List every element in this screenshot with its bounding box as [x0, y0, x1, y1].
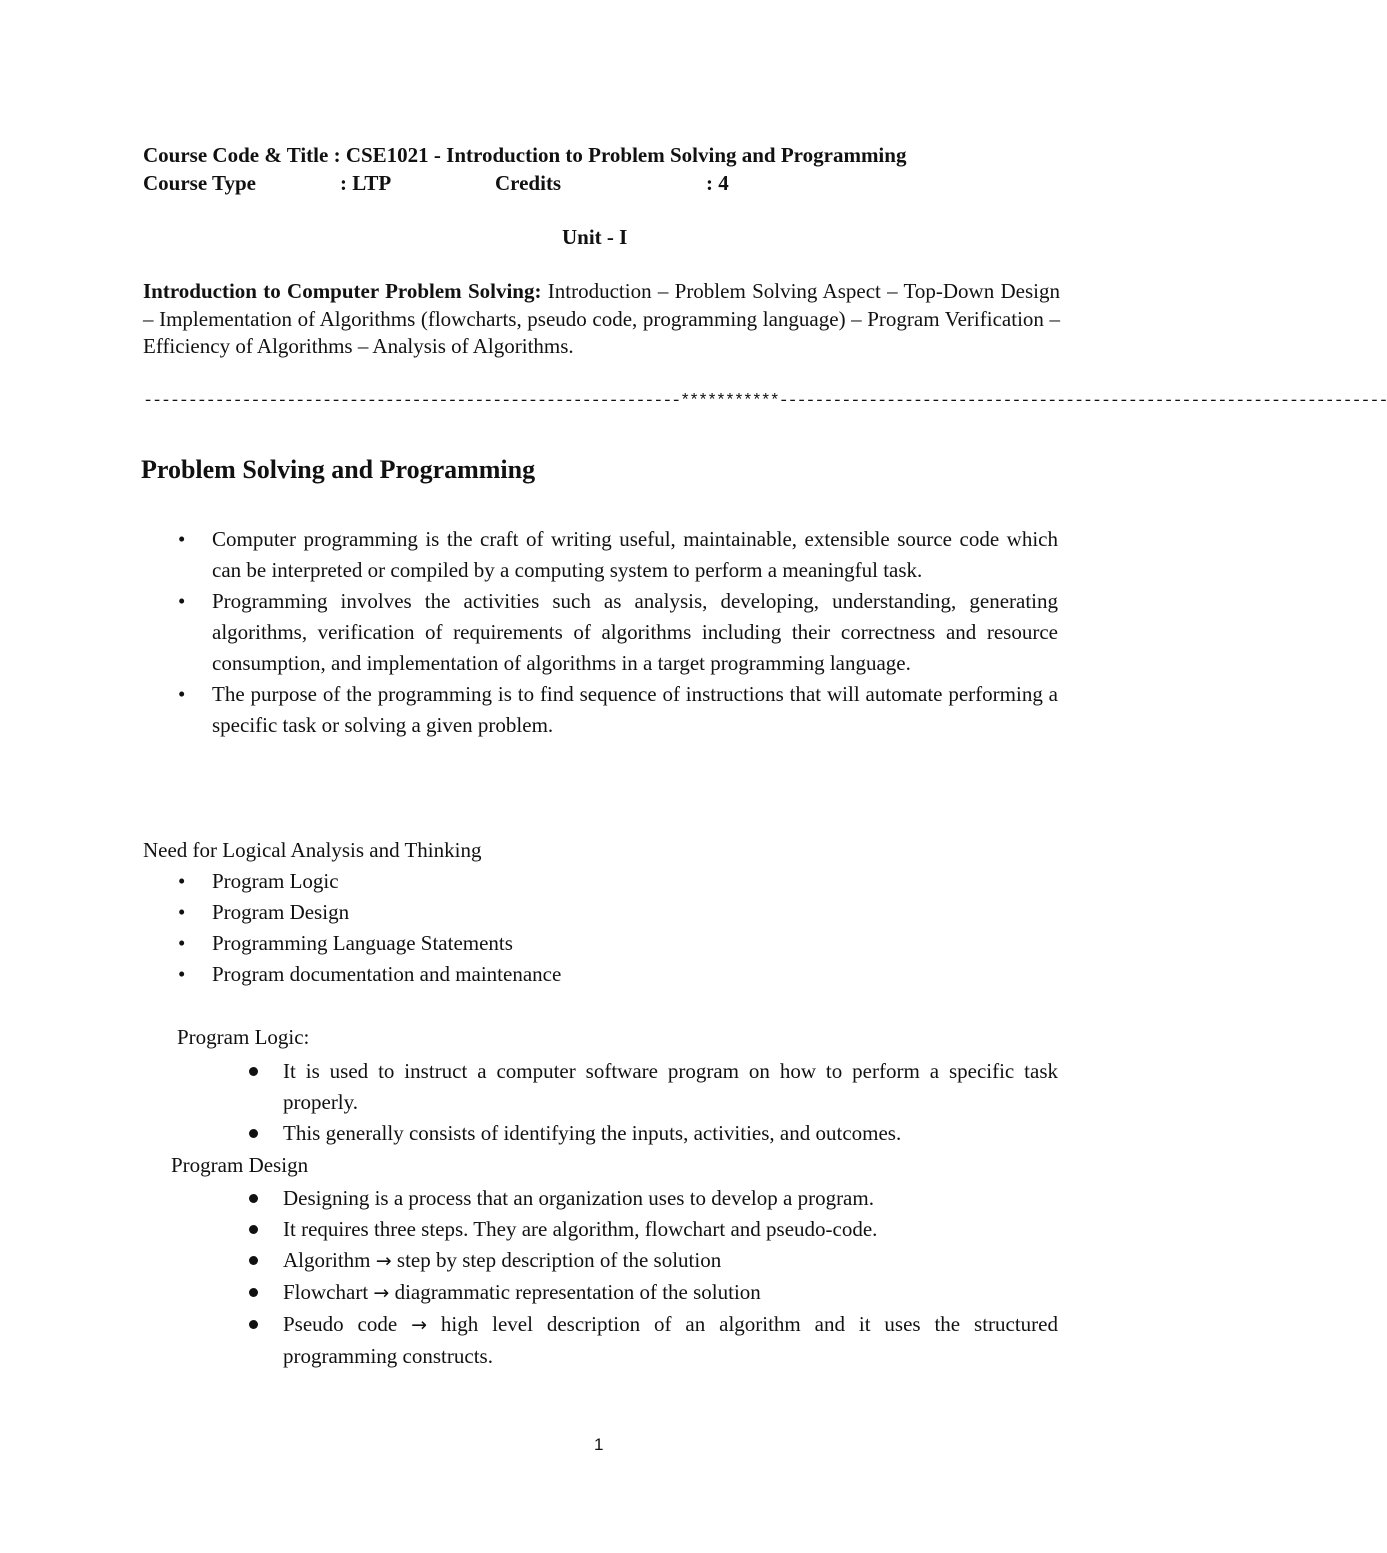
bullet-icon: [249, 1194, 258, 1203]
list-item: [283, 1309, 1058, 1372]
arrow-icon: →: [411, 1314, 428, 1336]
need-list: [178, 866, 1058, 990]
unit-intro-text: Introduction – Problem Solving Aspect – Top-Down Design – Implementation of Algorithms (flowcharts, pseudo code, programming language) – Program Verification – Efficiency of Algorithms – Analysis of Algorithms.: [143, 279, 1060, 358]
course-code-sep: :: [333, 143, 341, 167]
list-item: [283, 1183, 1058, 1214]
arrow-icon: →: [373, 1282, 390, 1304]
list-item: [283, 1118, 1058, 1149]
list-item-text: Program documentation and maintenance: [212, 962, 562, 986]
list-item: [283, 1214, 1058, 1245]
list-item-text: It is used to instruct a computer software program on how to perform a specific task properly.: [283, 1059, 1058, 1114]
course-type-value-line: [340, 171, 391, 196]
list-item: [178, 524, 1058, 586]
bullet-icon: •: [178, 682, 186, 706]
need-heading: Need for Logical Analysis and Thinking: [143, 838, 482, 862]
credits-value-line: [706, 171, 729, 196]
bullet-icon: [249, 1129, 258, 1138]
bullet-icon: •: [178, 869, 186, 893]
list-item-text: Program Design: [212, 900, 350, 924]
bullet-icon: •: [178, 527, 186, 551]
section-title: Problem Solving and Programming: [141, 455, 536, 484]
list-item: [283, 1056, 1058, 1118]
term-text: Algorithm: [283, 1248, 371, 1272]
desc-text: step by step description of the solution: [396, 1248, 722, 1272]
list-item-text: Computer programming is the craft of writing useful, maintainable, extensible source code which can be interpreted or compiled by a computing system to perform a meaningful task.: [212, 527, 1058, 582]
list-item-text: Programming involves the activities such as analysis, developing, understanding, generating algorithms, verification of requirements of algorithms including their correctness and resource consumption, and implementation of algorithms in a target programming language.: [212, 589, 1058, 675]
bullet-icon: [249, 1288, 258, 1297]
term-text: Flowchart: [283, 1280, 369, 1304]
list-item: [178, 897, 1058, 928]
list-item-text: The purpose of the programming is to find sequence of instructions that will automate performing a specific task or solving a given problem.: [212, 682, 1058, 737]
bullet-icon: •: [178, 900, 186, 924]
list-item: [178, 679, 1058, 741]
list-item: [178, 959, 1058, 990]
program-logic-list: [283, 1056, 1058, 1149]
list-item-text: Program Logic: [212, 869, 339, 893]
course-type-label: Course Type: [143, 171, 256, 195]
separator-left: ------------------------------------------------------------: [143, 392, 681, 411]
bullet-icon: •: [178, 589, 186, 613]
credits-label: Credits: [495, 171, 562, 195]
separator-stars: ***********: [680, 392, 779, 411]
bullet-icon: •: [178, 962, 186, 986]
arrow-icon: →: [375, 1250, 392, 1272]
program-design-list: [283, 1183, 1058, 1372]
course-code-label: Course Code & Title: [143, 143, 329, 167]
list-item-text: Designing is a process that an organization uses to develop a program.: [283, 1186, 874, 1210]
list-item: [178, 928, 1058, 959]
credits-value: 4: [718, 171, 729, 195]
desc-text: diagrammatic representation of the solution: [394, 1280, 761, 1304]
bullet-icon: [249, 1256, 258, 1265]
credits-sep: :: [706, 171, 713, 195]
separator-line: [143, 392, 1387, 411]
program-logic-heading: Program Logic:: [177, 1025, 310, 1049]
unit-title: Unit - I: [562, 225, 628, 249]
bullet-icon: •: [178, 931, 186, 955]
list-item: [178, 586, 1058, 679]
list-item-text: This generally consists of identifying the inputs, activities, and outcomes.: [283, 1121, 902, 1145]
list-item-text: Programming Language Statements: [212, 931, 513, 955]
list-item: [178, 866, 1058, 897]
program-design-heading: Program Design: [171, 1153, 309, 1177]
bullet-icon: [249, 1320, 258, 1329]
course-type-sep: :: [340, 171, 347, 195]
term-text: Pseudo code: [283, 1312, 398, 1336]
bullet-icon: [249, 1067, 258, 1076]
unit-intro-paragraph: [143, 278, 1060, 361]
list-item: [283, 1245, 1058, 1277]
list-item-text: It requires three steps. They are algorithm, flowchart and pseudo-code.: [283, 1217, 878, 1241]
list-item: [283, 1277, 1058, 1309]
bullet-icon: [249, 1225, 258, 1234]
desc-text: high level description of an algorithm and it uses the structured programming constructs.: [283, 1312, 1058, 1368]
unit-intro-lead: Introduction to Computer Problem Solving:: [143, 279, 542, 303]
page-number: 1: [594, 1435, 604, 1454]
intro-bullet-list: [178, 524, 1058, 741]
course-code-line: [143, 143, 906, 168]
separator-right: --------------------------------------------------------------------: [778, 392, 1387, 411]
course-code-value: CSE1021 - Introduction to Problem Solving and Programming: [345, 143, 907, 167]
course-type-value: LTP: [352, 171, 392, 195]
